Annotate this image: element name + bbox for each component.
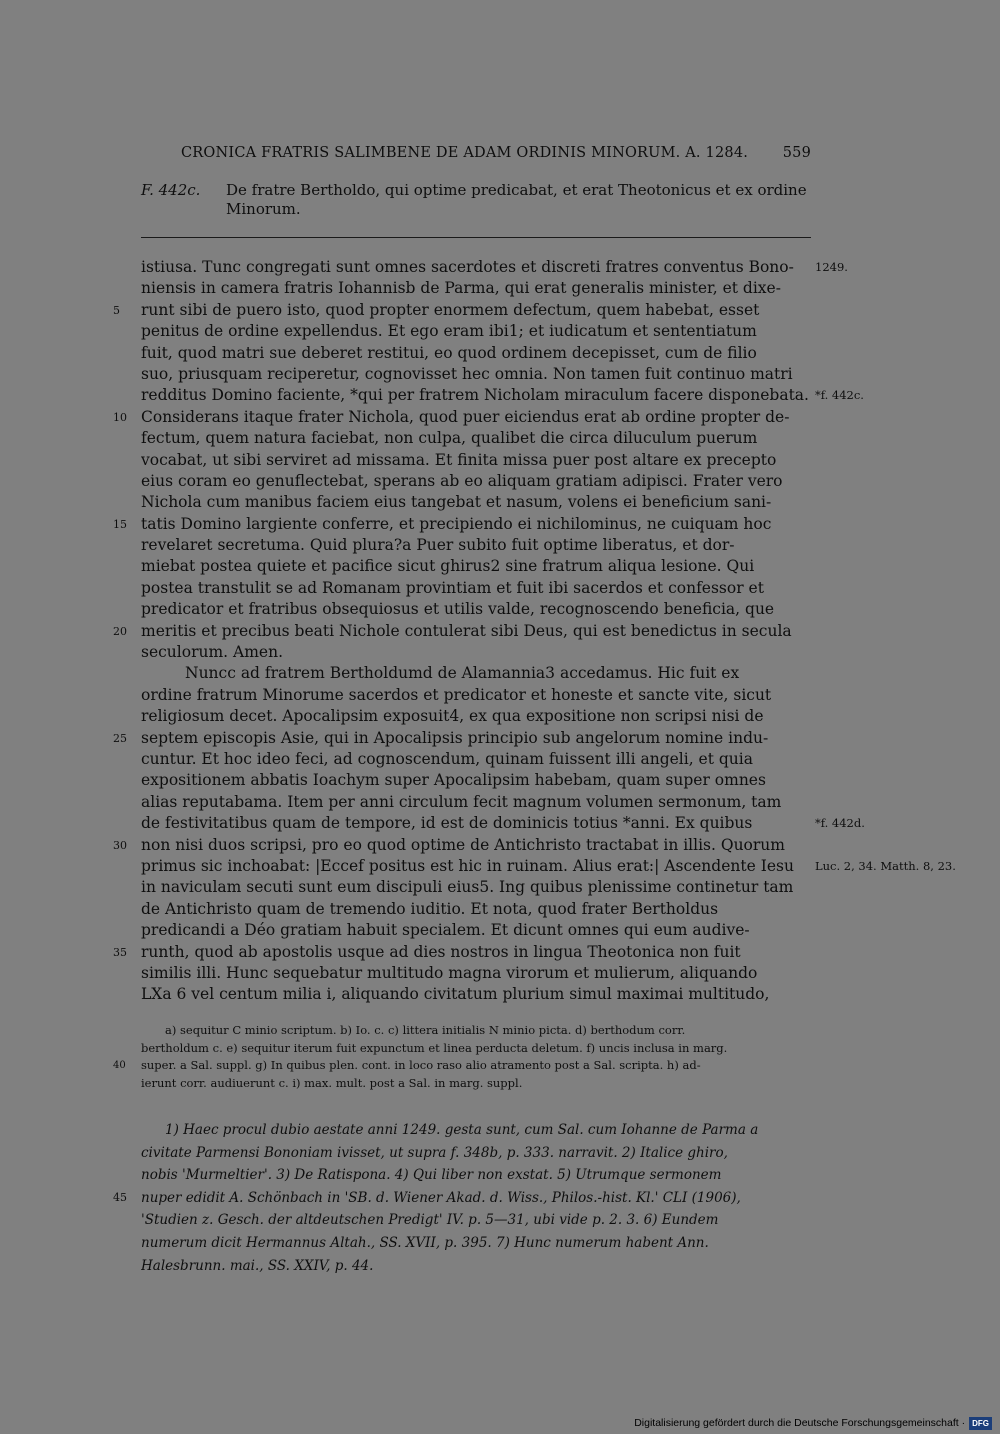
text-line-text: penitus de ordine expellendus. Et ego eram ibi1; et iudicatum et sententiatum <box>141 322 757 341</box>
text-line <box>0 385 1000 406</box>
text-line-text: cuntur. Et hoc ideo feci, ad cognoscendum, quinam fuissent illi angeli, et quia <box>141 749 753 768</box>
text-line-text: in naviculam secuti sunt eum discipuli eius5. Ing quibus plenissime continetur tam <box>141 878 794 897</box>
text-line-text: redditus Domino faciente, *qui per fratrem Nicholam miraculum facere disponebata. <box>141 386 809 405</box>
text-line <box>0 835 1000 856</box>
text-line <box>0 364 1000 385</box>
text-line-text: runth, quod ab apostolis usque ad dies nostros in lingua Theotonica non fuit <box>141 942 741 961</box>
text-line <box>0 770 1000 791</box>
text-line-text: alias reputabama. Item per anni circulum fecit magnum volumen sermonum, tam <box>141 792 782 811</box>
text-line-text: miebat postea quiete et pacifice sicut ghirus2 sine fratrum aliqua lesione. Qui <box>141 557 755 576</box>
text-line-text: non nisi duos scripsi, pro eo quod optime de Antichristo tractabat in illis. Quorum <box>141 835 785 854</box>
text-line-text: eius coram eo genuflectebat, sperans ab eo aliquam gratiam adipisci. Frater vero <box>141 471 783 490</box>
margin-note: *f. 442d. <box>815 816 865 831</box>
text-line-text: seculorum. Amen. <box>141 643 283 662</box>
header-rule <box>141 237 811 238</box>
note-line <box>0 1164 1000 1187</box>
text-line <box>0 514 1000 535</box>
text-line <box>0 877 1000 898</box>
text-line-text: fectum, quem natura faciebat, non culpa, qualibet die circa diluculum puerum <box>141 429 758 448</box>
text-line <box>0 556 1000 577</box>
note-line-text: 'Studien z. Gesch. der altdeutschen Predigt' IV. p. 5—31, ubi vide p. 2. 3. 6) Eundem <box>141 1212 719 1229</box>
text-line-text: postea transtulit se ad Romanam provintiam et fuit ibi sacerdos et confessor et <box>141 578 764 597</box>
apparatus-line <box>0 1057 1000 1075</box>
text-line-text: revelaret secretuma. Quid plura?a Puer subito fuit optime liberatus, et dor- <box>141 536 735 555</box>
text-line <box>0 813 1000 834</box>
note-line <box>0 1255 1000 1278</box>
line-number: 15 <box>113 517 127 531</box>
note-line <box>0 1232 1000 1255</box>
text-line-text: fuit, quod matri sue deberet restitui, eo quod ordinem decepisset, cum de filio <box>141 343 757 362</box>
text-line <box>0 942 1000 963</box>
margin-note: *f. 442c. <box>815 388 864 403</box>
note-line <box>0 1142 1000 1165</box>
text-line <box>0 728 1000 749</box>
text-line-text: tatis Domino largiente conferre, et precipiendo ei nichilominus, ne cuiquam hoc <box>141 514 772 533</box>
note-line <box>0 1187 1000 1210</box>
line-number: 20 <box>113 624 127 638</box>
text-line-text: de Antichristo quam de tremendo iuditio. Et nota, quod frater Bertholdus <box>141 899 719 918</box>
apparatus-line-text: super. a Sal. suppl. g) In quibus plen. cont. in loco raso alio atramento post a Sal. scripta. h) ad- <box>141 1058 701 1073</box>
text-line <box>0 599 1000 620</box>
text-line <box>0 321 1000 342</box>
apparatus-line <box>0 1075 1000 1093</box>
text-line-text: primus sic inchoabat: |Eccef positus est hic in ruinam. Alius erat:| Ascendente Iesu <box>141 856 794 875</box>
text-line-text: istiusa. Tunc congregati sunt omnes sacerdotes et discreti fratres conventus Bono- <box>141 258 794 276</box>
line-number: 45 <box>113 1190 127 1204</box>
text-line <box>0 471 1000 492</box>
text-line-text: expositionem abbatis Ioachym super Apocalipsim habebam, quam super omnes <box>141 771 766 790</box>
text-line <box>0 920 1000 941</box>
text-line <box>0 492 1000 513</box>
text-line-text: religiosum decet. Apocalipsim exposuit4, ex qua expositione non scripsi nisi de <box>141 707 764 726</box>
margin-note: Luc. 2, 34. Matth. 8, 23. <box>815 858 956 873</box>
text-line <box>0 642 1000 663</box>
note-line-text: 1) Haec procul dubio aestate anni 1249. gesta sunt, cum Sal. cum Iohanne de Parma a <box>165 1122 759 1138</box>
note-line-text: civitate Parmensi Bononiam ivisset, ut supra f. 348b, p. 333. narravit. 2) Italice ghiro, <box>141 1144 728 1161</box>
text-line-text: suo, priusquam reciperetur, cognovisset hec omnia. Non tamen fuit continuo matri <box>141 364 793 383</box>
text-line-text: meritis et precibus beati Nichole contulerat sibi Deus, qui est benedictus in secula <box>141 621 792 640</box>
text-line <box>0 343 1000 364</box>
text-line-text: runt sibi de puero isto, quod propter enormem defectum, quem habebat, esset <box>141 300 760 319</box>
page-number: 559 <box>782 145 811 161</box>
apparatus-line-text: bertholdum c. e) sequitur iterum fuit expunctum et linea perducta deletum. f) uncis inclusa in marg. <box>141 1040 728 1055</box>
line-number: 35 <box>113 945 127 959</box>
footer-credit[interactable] <box>634 1416 992 1430</box>
note-line-text: nobis 'Murmeltier'. 3) De Ratispona. 4) Qui liber non exstat. 5) Utrumque sermonem <box>141 1167 722 1184</box>
line-number: 5 <box>113 303 120 317</box>
apparatus-line <box>0 1022 1000 1040</box>
line-number: 25 <box>113 731 127 745</box>
text-line <box>0 984 1000 1005</box>
text-line <box>0 663 1000 684</box>
text-line <box>0 706 1000 727</box>
note-line <box>0 1119 1000 1142</box>
text-line <box>0 963 1000 984</box>
rubric-text: De fratre Bertholdo, qui optime predicabat, et erat Theotonicus et ex ordine Minorum. <box>226 181 807 218</box>
critical-apparatus <box>0 1022 1000 1092</box>
text-line-text: vocabat, ut sibi serviret ad missama. Et finita missa puer post altare ex precepto <box>141 450 777 469</box>
text-line-text: septem episcopis Asie, qui in Apocalipsis principio sub angelorum nomine indu- <box>141 728 769 747</box>
margin-note: 1249. <box>815 260 848 274</box>
text-line <box>0 428 1000 449</box>
text-line-text: similis illi. Hunc sequebatur multitudo magna virorum et mulierum, aliquando <box>141 963 758 982</box>
footnotes <box>0 1119 1000 1277</box>
text-line <box>0 278 1000 299</box>
note-line-text: numerum dicit Hermannus Altah., SS. XVII, p. 395. 7) Hunc numerum habent Ann. <box>141 1234 709 1251</box>
footer-credit-text: Digitalisierung gefördert durch die Deutsche Forschungsgemeinschaft · <box>634 1417 966 1429</box>
apparatus-line-text: a) sequitur C minio scriptum. b) Io. c. c) littera initialis N minio picta. d) berthodum corr. <box>165 1023 686 1037</box>
text-line-text: de festivitatibus quam de tempore, id est de dominicis totius *anni. Ex quibus <box>141 814 753 833</box>
line-number: 10 <box>113 410 127 424</box>
line-number: 30 <box>113 838 127 852</box>
text-line-text: Nichola cum manibus faciem eius tangebat et nasum, volens ei beneficium sani- <box>141 493 772 512</box>
text-line-text: ordine fratrum Minorume sacerdos et predicator et honeste et sancte vite, sicut <box>141 685 772 704</box>
note-line-text: Halesbrunn. mai., SS. XXIV, p. 44. <box>141 1257 374 1274</box>
text-line <box>0 856 1000 877</box>
text-line <box>0 899 1000 920</box>
text-line-text: predicator et fratribus obsequiosus et utilis valde, recognoscendo beneficia, que <box>141 600 775 619</box>
text-line <box>0 407 1000 428</box>
note-line <box>0 1209 1000 1232</box>
text-line-text: Considerans itaque frater Nichola, quod puer eiciendus erat ab ordine propter de- <box>141 407 790 426</box>
note-line-text: nuper edidit A. Schönbach in 'SB. d. Wiener Akad. d. Wiss., Philos.-hist. Kl.' CLI (1906), <box>141 1189 741 1206</box>
line-number: 40 <box>113 1060 126 1072</box>
text-line-text: LXa 6 vel centum milia i, aliquando civitatum plurium simul maximai multitudo, <box>141 985 770 1004</box>
apparatus-line <box>0 1040 1000 1058</box>
text-line <box>0 621 1000 642</box>
text-line <box>0 450 1000 471</box>
apparatus-line-text: ierunt corr. audiuerunt c. i) max. mult. post a Sal. in marg. suppl. <box>141 1075 523 1090</box>
text-line <box>0 257 1000 278</box>
text-line <box>0 685 1000 706</box>
running-title: CRONICA FRATRIS SALIMBENE DE ADAM ORDINIS MINORUM. A. 1284. <box>181 145 749 161</box>
text-line <box>0 300 1000 321</box>
folio-reference: F. 442c. <box>141 181 201 199</box>
running-header <box>141 145 811 165</box>
text-line-text: niensis in camera fratris Iohannisb de Parma, qui erat generalis minister, et dixe- <box>141 279 781 298</box>
main-text <box>0 257 1000 1006</box>
dfg-logo-icon[interactable]: DFG <box>969 1417 992 1430</box>
text-line <box>0 792 1000 813</box>
text-line-text: predicandi a Déo gratiam habuit specialem. Et dicunt omnes qui eum audive- <box>141 921 750 940</box>
text-line-text: Nuncc ad fratrem Bertholdumd de Alamannia3 accedamus. Hic fuit ex <box>185 664 740 683</box>
text-line <box>0 578 1000 599</box>
text-line <box>0 535 1000 556</box>
text-line <box>0 749 1000 770</box>
